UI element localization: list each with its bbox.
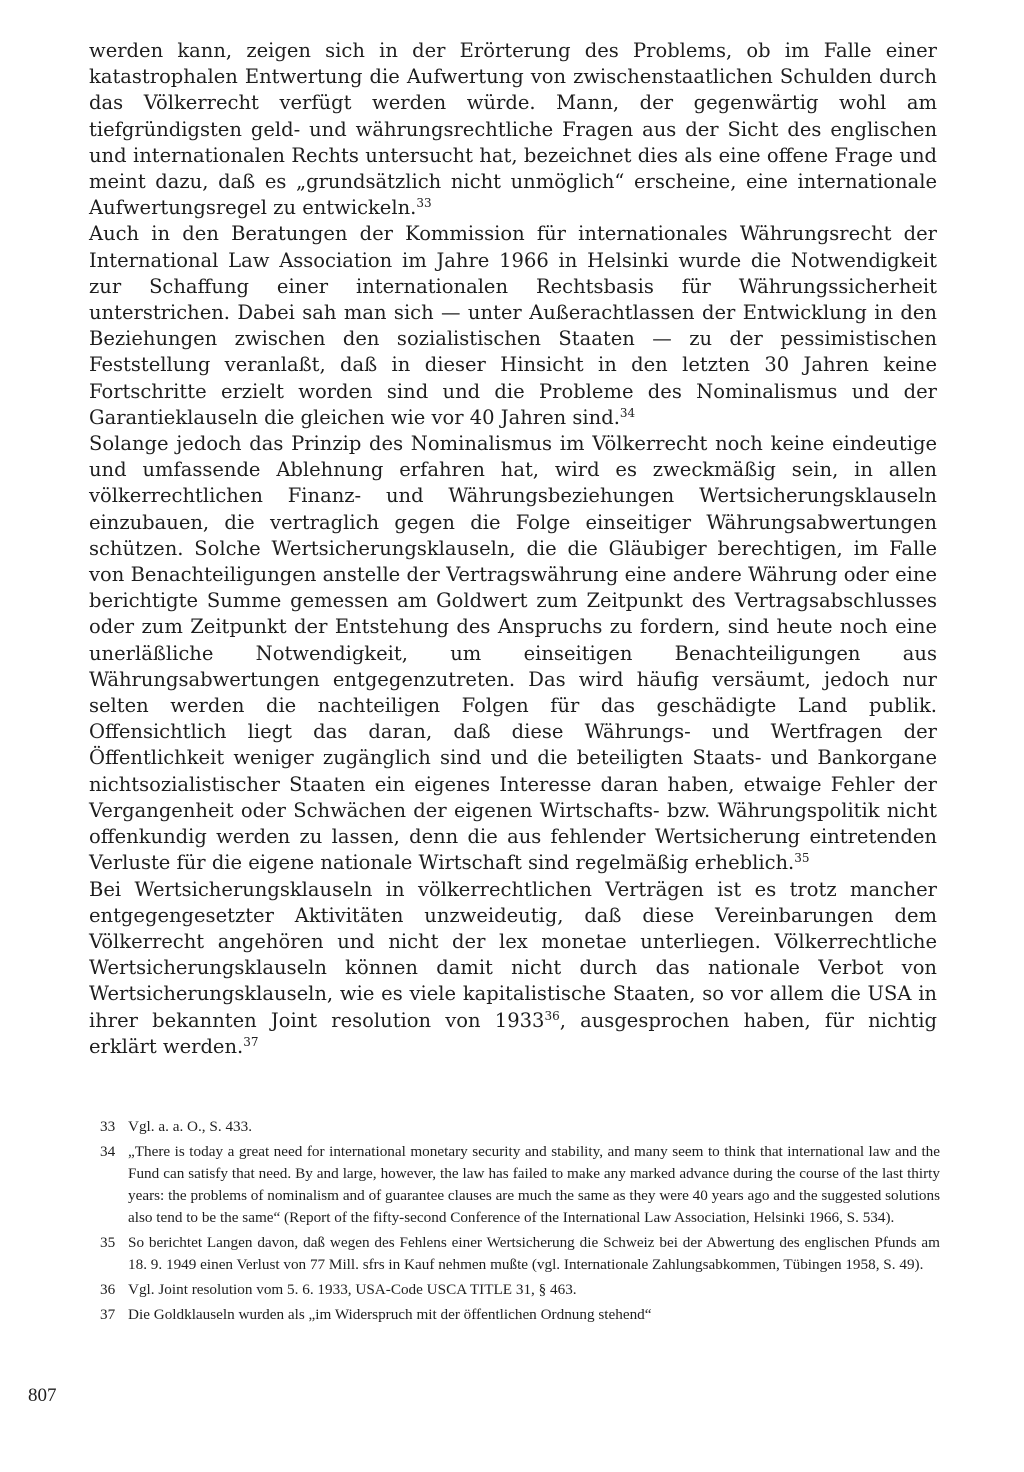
footnote-ref-34[interactable]: 34 bbox=[619, 405, 636, 420]
paragraph-3: Solange jedoch das Prinzip des Nominalismus im Völkerrecht noch keine eindeutige und umfassende Ablehnung erfahren hat, wird es zweckmäßig sein, in allen völkerrechtlichen Finanz- und Währungsbeziehungen Wertsicherungsklauseln einzubauen, die vertraglich gegen die Folge einseitiger Währungsabwertungen schützen. Solche Wertsicherungsklauseln, die die Gläubiger berechtigen, im Falle von Benachteiligungen anstelle der Vertragswährung eine andere Währung oder eine berichtigte Summe gemessen am Goldwert zum Zeitpunkt des Vertragsabschlusses oder zum Zeitpunkt der Entstehung des Anspruchs zu fordern, sind heute noch eine unerläßliche Notwendigkeit, um einseitigen Benachteiligungen aus Währungsabwertungen entgegenzutreten. Das wird häufig versäumt, jedoch nur selten werden die nachteiligen Folgen für das geschädigte Land publik. Offensichtlich liegt das daran, daß diese Währungs- und Wertfragen der Öffentlichkeit weniger zugänglich sind und die beteiligten Staats- und Bankorgane nichtsozialistischer Staaten ein eigenes Interesse daran haben, etwaige Fehler der Vergangenheit oder Schwächen der eigenen Wirtschafts- bzw. Währungspolitik nicht offenkundig werden zu lassen, denn die aus fehlender Wertsicherung eintretenden Verluste für die eigene nationale Wirtschaft sind regelmäßig erheblich.$^{35}$ bbox=[89, 432, 937, 875]
footnote-number: 33 bbox=[100, 1118, 116, 1135]
footnote-number: 35 bbox=[100, 1234, 116, 1251]
footnote-35 bbox=[100, 1232, 940, 1276]
footnote-ref-35[interactable]: 35 bbox=[794, 851, 810, 866]
footnote-number: 37 bbox=[100, 1306, 116, 1323]
paragraph-1: werden kann, zeigen sich in der Erörterung des Problems, ob im Falle einer katastrophalen Entwertung die Aufwertung von zwischenstaatlichen Schulden durch das Völkerrecht verfügt werden würde. Mann, der gegenwärtig wohl am tiefgründigsten geld- und währungsrechtliche Fragen aus der Sicht des englischen und internationalen Rechts untersucht hat, bezeichnet dies als eine offene Frage und meint dazu, daß es „grundsätzlich nicht unmöglich“ erscheine, eine internationale Aufwertungsregel zu entwickeln.$^{33}$ bbox=[89, 39, 937, 220]
footnotes bbox=[100, 1116, 940, 1329]
footnote-text: So berichtet Langen davon, daß wegen des Fehlens einer Wertsicherung die Schweiz bei der Abwertung des englischen Pfunds am 18. 9. 1949 einen Verlust von 77 Mill. sfrs in Kauf nehmen mußte (vgl. Internationale Zahlungsabkommen, Tübingen 1958, S. 49). bbox=[128, 1234, 940, 1273]
footnote-36 bbox=[100, 1279, 940, 1301]
footnote-text: Vgl. a. a. O., S. 433. bbox=[128, 1118, 253, 1135]
footnote-33 bbox=[100, 1116, 940, 1138]
footnote-ref-36[interactable]: 36 bbox=[544, 1008, 560, 1023]
footnote-ref-33[interactable]: 33 bbox=[416, 196, 432, 211]
paragraph-2: Auch in den Beratungen der Kommission für internationales Währungsrecht der International Law Association im Jahre 1966 in Helsinki wurde die Notwendigkeit zur Schaffung einer internationalen Rechtsbasis für Währungssicherheit unterstrichen. Dabei sah man sich — unter Außerachtlassen der Entwicklung in den Beziehungen zwischen den sozialistischen Staaten — zu der pessimistischen Feststellung veranlaßt, daß in dieser Hinsicht in den letzten 30 Jahren keine Fortschritte erzielt worden sind und die Probleme des Nominalismus und der Garantieklauseln die gleichen wie vor 40 Jahren sind.$^{34}$ bbox=[89, 222, 937, 429]
main-text bbox=[89, 38, 937, 1060]
page-number: 807 bbox=[28, 1385, 57, 1406]
footnote-number: 34 bbox=[100, 1143, 116, 1160]
footnote-ref-37[interactable]: 37 bbox=[243, 1034, 259, 1049]
paragraph-4: Bei Wertsicherungsklauseln in völkerrechtlichen Verträgen ist es trotz mancher entgegengesetzter Aktivitäten unzweideutig, daß diese Vereinbarungen dem Völkerrecht angehören und nicht der lex monetae unterliegen. Völkerrechtliche Wertsicherungsklauseln können damit nicht durch das nationale Verbot von Wertsicherungsklauseln, wie es viele kapitalistische Staaten, so vor allem die USA in ihrer bekannten Joint resolution von 1933$^{36}$, ausgesprochen haben, für nichtig erklärt werden.$^{37}$ bbox=[89, 877, 937, 1058]
footnote-37 bbox=[100, 1304, 940, 1326]
footnote-number: 36 bbox=[100, 1281, 116, 1298]
footnote-text: „There is today a great need for international monetary security and stability, and many seem to think that international law and the Fund can satisfy that need. By and large, however, the law has failed to make any marked advance during the course of the last thirty years: the problems of nominalism and of guarantee clauses are much the same as they were 40 years ago and the suggested solutions also tend to be the same“ (Report of the fifty-second Conference of the International Law Association, Helsinki 1966, S. 534). bbox=[128, 1143, 940, 1226]
footnote-text: Die Goldklauseln wurden als „im Widerspruch mit der öffentlichen Ordnung stehend“ bbox=[128, 1306, 652, 1323]
footnote-text: Vgl. Joint resolution vom 5. 6. 1933, USA-Code USCA TITLE 31, § 463. bbox=[128, 1281, 577, 1298]
footnote-34 bbox=[100, 1141, 940, 1229]
